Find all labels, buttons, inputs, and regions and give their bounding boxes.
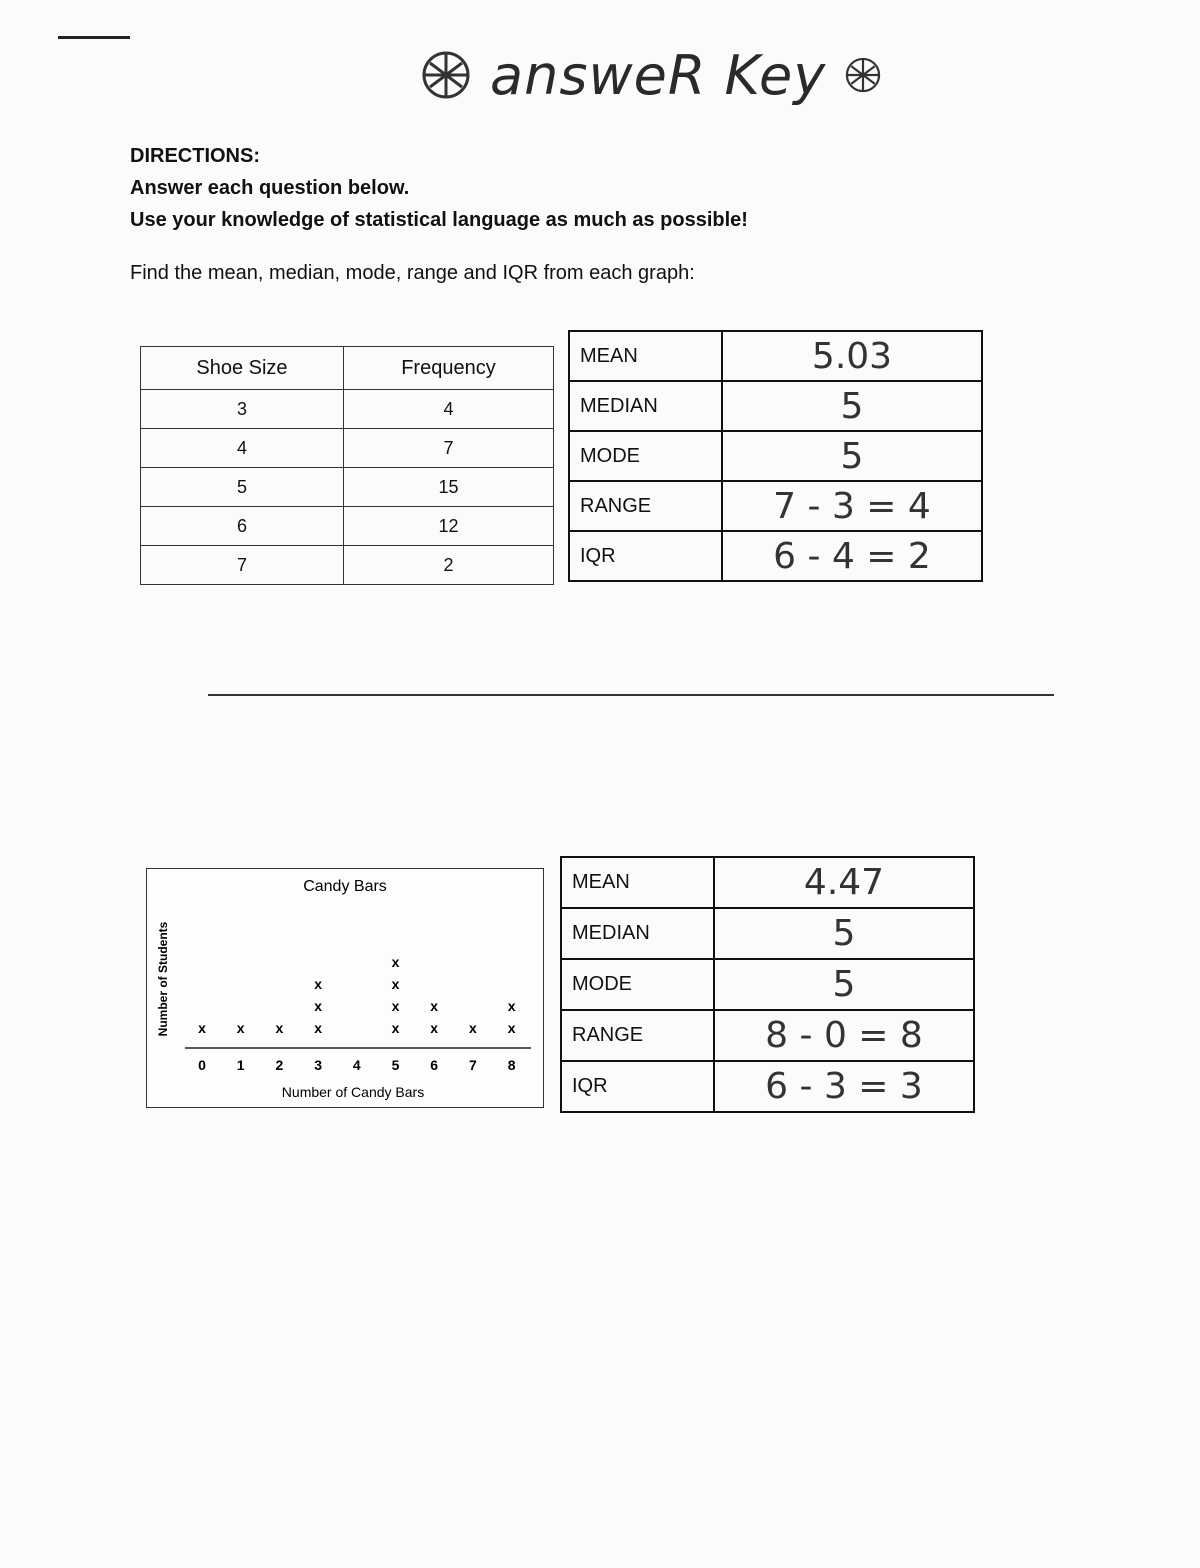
chart-title: Candy Bars <box>303 878 387 895</box>
x-mark: x <box>236 1020 245 1036</box>
table-row <box>141 507 554 546</box>
answer-label: MODE <box>561 959 714 1010</box>
table-cell: 4 <box>141 429 344 468</box>
x-mark: x <box>314 998 322 1014</box>
answer-label: MEDIAN <box>569 381 722 431</box>
x-tick-label: 4 <box>352 1057 361 1073</box>
answer-key-title <box>420 30 960 120</box>
table-cell: 5 <box>141 468 344 507</box>
answer-row-mode <box>561 959 974 1010</box>
answer-label: IQR <box>561 1061 714 1112</box>
x-mark: x <box>391 976 400 992</box>
column-header: Shoe Size <box>141 347 344 390</box>
answer-value: 7 - 3 = 4 <box>722 481 982 531</box>
shoe-size-frequency-table <box>140 346 554 585</box>
table-header-row <box>141 347 554 390</box>
answers-table-2 <box>560 856 975 1113</box>
title-text: answeR Key <box>490 43 827 107</box>
table-cell: 7 <box>141 546 344 585</box>
instruction-prompt: Find the mean, median, mode, range and IQR from each graph: <box>130 262 695 284</box>
answer-row-median <box>569 381 982 431</box>
table-cell: 6 <box>141 507 344 546</box>
directions-line-1: Answer each question below. <box>130 177 410 199</box>
top-dash-mark <box>58 36 130 39</box>
x-axis-label: Number of Candy Bars <box>281 1084 425 1100</box>
x-tick-label: 0 <box>198 1057 206 1073</box>
answer-row-range <box>561 1010 974 1061</box>
table-row <box>141 429 554 468</box>
answer-label: MEDIAN <box>561 908 714 959</box>
answer-row-mode <box>569 431 982 481</box>
x-mark: x <box>391 998 400 1014</box>
x-mark: x <box>469 1020 477 1036</box>
answer-value: 5 <box>722 381 982 431</box>
doodle-icon-right <box>844 56 882 94</box>
answer-label: MEAN <box>561 857 714 908</box>
x-mark: x <box>430 1020 439 1036</box>
x-tick-label: 3 <box>314 1057 322 1073</box>
y-axis-label: Number of Students <box>156 921 170 1037</box>
table-cell: 3 <box>141 390 344 429</box>
answer-value: 5 <box>714 959 974 1010</box>
table-row <box>141 546 554 585</box>
x-tick-label: 5 <box>391 1057 400 1073</box>
x-tick-label: 2 <box>275 1057 284 1073</box>
table-cell: 4 <box>343 390 553 429</box>
x-mark: x <box>391 954 400 970</box>
x-mark: x <box>507 1020 516 1036</box>
x-tick-label: 7 <box>469 1057 477 1073</box>
x-mark: x <box>430 998 439 1014</box>
answer-value: 5 <box>722 431 982 481</box>
candy-bars-line-plot <box>146 868 544 1108</box>
answer-row-iqr <box>561 1061 974 1112</box>
directions-heading: DIRECTIONS: <box>130 145 260 167</box>
x-tick-label: 1 <box>236 1057 245 1073</box>
plot-marks <box>198 954 516 1073</box>
x-mark: x <box>391 1020 400 1036</box>
x-mark: x <box>314 1020 322 1036</box>
line-plot-svg <box>147 869 543 1107</box>
table-cell: 15 <box>343 468 553 507</box>
answer-label: IQR <box>569 531 722 581</box>
answer-label: RANGE <box>569 481 722 531</box>
answer-row-range <box>569 481 982 531</box>
doodle-icon-left <box>420 49 472 101</box>
directions-line-2: Use your knowledge of statistical language as much as possible! <box>130 209 748 231</box>
answer-label: MEAN <box>569 331 722 381</box>
x-mark: x <box>314 976 322 992</box>
x-mark: x <box>198 1020 206 1036</box>
answer-label: MODE <box>569 431 722 481</box>
directions-block <box>130 140 748 236</box>
answers-table-1 <box>568 330 983 582</box>
table-row <box>141 390 554 429</box>
answer-value: 5.03 <box>722 331 982 381</box>
answer-value: 6 - 4 = 2 <box>722 531 982 581</box>
answer-label: RANGE <box>561 1010 714 1061</box>
answer-row-mean <box>561 857 974 908</box>
x-tick-label: 8 <box>507 1057 516 1073</box>
answer-value: 6 - 3 = 3 <box>714 1061 974 1112</box>
answer-value: 5 <box>714 908 974 959</box>
table-row <box>141 468 554 507</box>
answer-row-mean <box>569 331 982 381</box>
answer-value: 8 - 0 = 8 <box>714 1010 974 1061</box>
x-tick-label: 6 <box>430 1057 439 1073</box>
x-mark: x <box>275 1020 284 1036</box>
table-cell: 7 <box>343 429 553 468</box>
answer-row-iqr <box>569 531 982 581</box>
table-cell: 2 <box>343 546 553 585</box>
answer-value: 4.47 <box>714 857 974 908</box>
x-mark: x <box>507 998 516 1014</box>
table-cell: 12 <box>343 507 553 546</box>
column-header: Frequency <box>343 347 553 390</box>
section-divider <box>208 694 1054 696</box>
answer-row-median <box>561 908 974 959</box>
